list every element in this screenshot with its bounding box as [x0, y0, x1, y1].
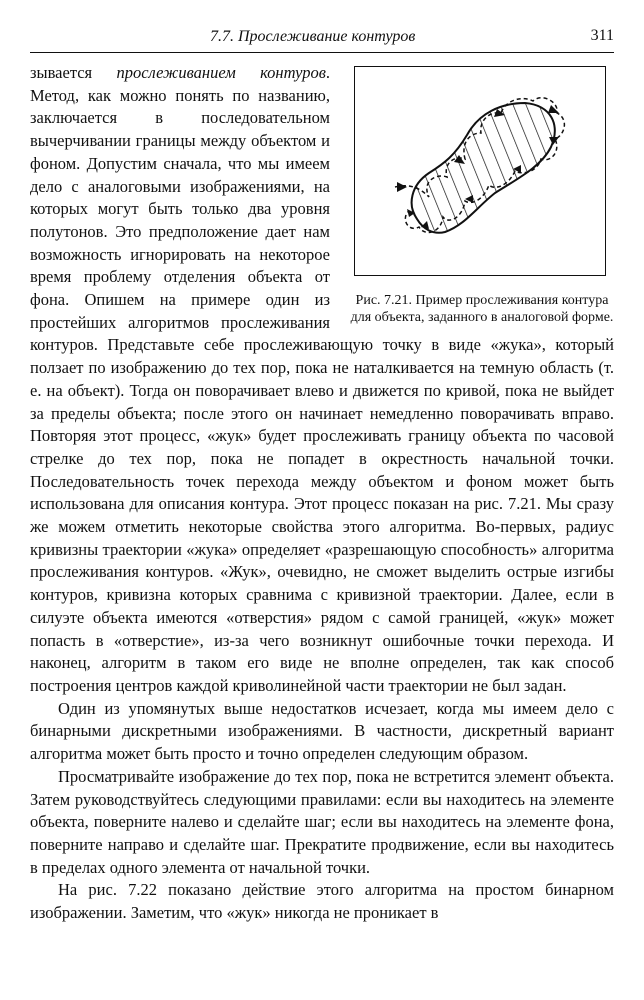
- paragraph-2: Один из упомянутых выше недостатков исчезает, когда мы имеем дело с бинарными дискретными изображениями. В частности, дискретный вариант алгоритма может быть просто и точно определен следующим образом.: [30, 698, 614, 764]
- paragraph-1-start: зывается: [30, 63, 117, 82]
- running-title: 7.7. Прослеживание контуров: [210, 28, 416, 45]
- paragraph-4: На рис. 7.22 показано действие этого алгоритма на простом бинарном изображении. Заметим, что «жук» никогда не проникает в: [30, 880, 614, 923]
- page-header: [30, 24, 614, 53]
- page-number: 311: [590, 27, 614, 44]
- term-contour-tracing: прослеживанием контуров: [116, 63, 326, 82]
- figure-7-21: [344, 66, 614, 326]
- paragraph-3: Просматривайте изображение до тех пор, пока не встретится элемент объекта. Затем руководствуйтесь следующими правилами: если вы находитесь на элементе объекта, поверните налево и сделайте шаг; если вы находитесь на элементе фона, поверните направо и сделайте шаг. Прекратите продвижение, если вы находитесь в пределах одного элемента от начальной точки.: [30, 766, 614, 877]
- figure-frame: [354, 66, 606, 276]
- hatched-object: [355, 67, 605, 275]
- contour-tracing-illustration: [355, 67, 605, 275]
- paragraph-1-text: . Метод, как можно понять по названию, заключается в последовательном вычерчивании границы между объектом и фоном. Допустим сначала, что мы имеем дело с аналоговыми изображениями, на которых могут быть только два уровня полутонов. Это предположение дает нам возможность игнорировать на некоторое время проблему отделения объекта от фона. Опишем на примере один из простейших алгоритмов прослеживания контуров. Представьте себе прослеживающую точку в виде «жука», который ползает по изображению до тех пор, пока не наталкивается на темную область (т. е. на объект). Тогда он поворачивает влево и движется по кривой, пока не выйдет за пределы объекта; после этого он начинает немедленно поворачивать вправо. Повторяя этот процесс, «жук» будет прослеживать границу объекта по часовой стрелке до тех пор, пока не попадет в окрестность начальной точки. Последовательность точек перехода между объектом и фоном может быть использована для описания контура. Этот процесс показан на рис. 7.21. Мы сразу же можем отметить некоторые свойства этого алгоритма. Во-первых, радиус кривизны траектории «жука» определяет «разрешающую способность» алгоритма прослеживания контуров. «Жук», очевидно, не сможет выделить острые изгибы контуров, кривизна которых сравнима с кривизной траектории. Далее, если в силуэте объекта имеются «отверстия» рядом с самой границей, «жук» может попасть в «отверстие», из-за чего возникнут ошибочные точки перехода. И наконец, алгоритм в таком его виде не вполне определен, так как способ построения центров каждой криволинейной части траектории не был задан.: [30, 63, 614, 695]
- body-text: [30, 62, 614, 925]
- figure-caption: Рис. 7.21. Пример прослеживания контура для объекта, заданного в аналоговой форме.: [350, 293, 614, 325]
